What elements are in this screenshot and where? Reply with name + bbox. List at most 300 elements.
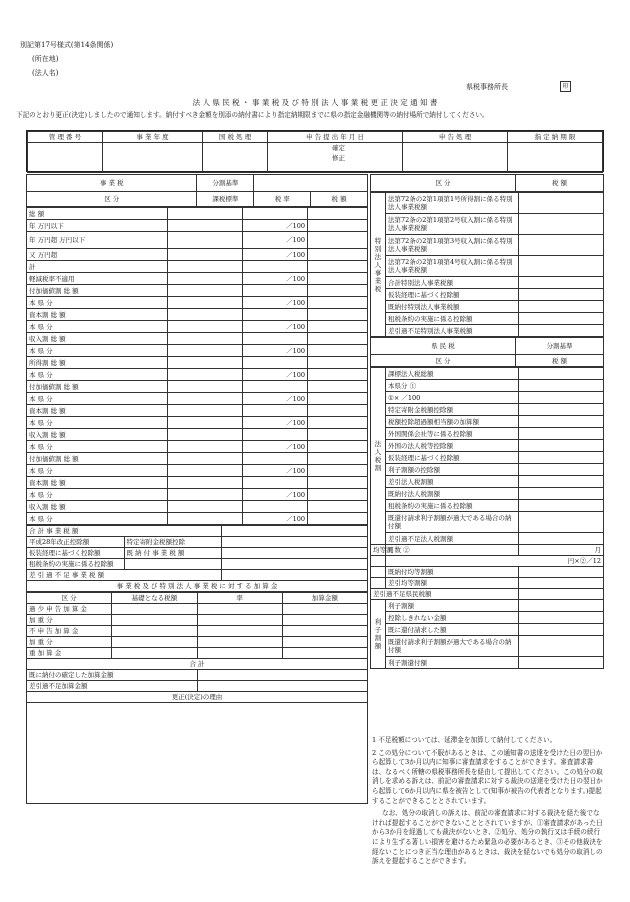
kenminzei-row-label: 利子割額の控除額 bbox=[386, 464, 519, 476]
kenminzei-row-amount bbox=[519, 464, 604, 476]
jigyozei-row-base bbox=[168, 405, 243, 417]
jigyozei-row-base bbox=[168, 297, 243, 309]
jigyozei-row-label: 年 万円以下 bbox=[27, 220, 168, 232]
kenminzei-row-amount bbox=[519, 452, 604, 464]
col-kanri: 管 理 番 号 bbox=[28, 132, 103, 143]
kenminzei-row-label: 税額控除超過額相当額の加算額 bbox=[386, 416, 519, 428]
table-row bbox=[371, 567, 604, 578]
jigyozei-row-rate bbox=[243, 405, 308, 417]
bottom-label: 仮装経理に基づく控除額 bbox=[27, 548, 125, 559]
jigyozei-bunkatsu-value bbox=[254, 175, 368, 192]
jigyozei-row-label: 資本割 総 額 bbox=[27, 405, 168, 417]
jigyozei-row-rate bbox=[243, 309, 308, 321]
table-row bbox=[27, 559, 368, 570]
cell-teishutsu: 確定 修正 bbox=[268, 143, 403, 173]
table-row bbox=[371, 533, 604, 545]
kenminzei-title: 県 民 税 bbox=[371, 338, 516, 355]
kenminzei-side: 法人税割 bbox=[371, 368, 386, 545]
blank bbox=[124, 559, 222, 570]
jigyozei-row-amount bbox=[308, 345, 368, 357]
jcol-kazei: 課税標準 bbox=[197, 192, 254, 207]
jigyozei-row-rate: ／100 bbox=[243, 249, 308, 261]
table-row bbox=[27, 429, 368, 441]
kenminzei-row-amount bbox=[519, 488, 604, 500]
table-row bbox=[27, 604, 368, 615]
jigyozei-row-amount bbox=[308, 477, 368, 489]
kasan-total: 合 計 bbox=[27, 659, 368, 670]
kenminzei-row-label: 本県分 ① bbox=[386, 380, 519, 392]
table-row bbox=[27, 570, 368, 581]
table-row bbox=[27, 273, 368, 285]
kasan-base bbox=[112, 637, 197, 648]
jigyozei-row-label: 本 県 分 bbox=[27, 393, 168, 405]
header bbox=[0, 0, 630, 130]
jigyozei-row-rate bbox=[243, 357, 308, 369]
rishi-row-label: 控除しきれない金額 bbox=[386, 612, 519, 624]
jigyozei-row-base bbox=[168, 285, 243, 297]
jigyozei-row-amount bbox=[308, 321, 368, 333]
kasan-row-label: 加 重 分 bbox=[27, 615, 112, 626]
table-row bbox=[371, 313, 604, 325]
address-label: (所在地) bbox=[32, 55, 59, 63]
kenminzei-row-amount bbox=[519, 416, 604, 428]
jigyozei-row-base bbox=[168, 345, 243, 357]
seal-icon: 印 bbox=[560, 81, 571, 92]
jigyozei-row-label: 本 県 分 bbox=[27, 297, 168, 309]
kenminzei-row-label: 仮装経理に基づく控除額 bbox=[386, 452, 519, 464]
jigyozei-row-amount bbox=[308, 309, 368, 321]
kenminzei-row-label: 租税条約の実施に係る控除額 bbox=[386, 500, 519, 512]
kinto-side: 均等割 bbox=[371, 545, 386, 556]
table-row bbox=[371, 600, 604, 612]
kinto-row-label: 既納付均等割額 bbox=[386, 567, 519, 578]
jigyozei-row-base bbox=[168, 369, 243, 381]
riyu-box bbox=[27, 703, 368, 804]
corp-name-label: (法人名) bbox=[32, 69, 59, 77]
kasan-col: 基礎となる税額 bbox=[112, 593, 197, 604]
kenminzei-row-amount bbox=[519, 440, 604, 452]
jigyozei-row-base bbox=[168, 453, 243, 465]
bottom-label: 差 引 過 不 足 事 業 税 額 bbox=[27, 570, 222, 581]
kenminzei-row-amount bbox=[519, 533, 604, 545]
tokubetsu-row-amount bbox=[519, 277, 604, 289]
jigyozei-row-base bbox=[168, 261, 243, 273]
table-row bbox=[27, 417, 368, 429]
table-row bbox=[371, 589, 604, 600]
kenminzei-bunkatsu: 分割基準 bbox=[516, 338, 604, 355]
kasan-amount bbox=[282, 626, 367, 637]
kasan-title: 事 業 税 及 び 特 別 法 人 事 業 税 に 対 す る 加 算 金 bbox=[27, 581, 368, 592]
jigyozei-row-amount bbox=[308, 381, 368, 393]
jigyozei-row-rate: ／100 bbox=[243, 273, 308, 285]
rishi-row-amount bbox=[519, 612, 604, 624]
tokubetsu-row-label: 合計特別法人事業税額 bbox=[386, 277, 519, 289]
cell-kanri bbox=[28, 143, 103, 173]
top-table bbox=[26, 130, 604, 172]
table-row bbox=[371, 416, 604, 428]
jigyozei-row-base bbox=[168, 513, 243, 525]
kenminzei-row-label: 差引法人税割額 bbox=[386, 476, 519, 488]
kenminzei-row-amount bbox=[519, 512, 604, 533]
table-row bbox=[27, 637, 368, 648]
bottom-label: 平成28年改正控除額 bbox=[27, 537, 125, 548]
jigyozei-row-rate bbox=[243, 477, 308, 489]
jigyozei-row-rate: ／100 bbox=[243, 465, 308, 477]
jigyozei-row-amount bbox=[308, 333, 368, 345]
kasan-rate bbox=[197, 626, 282, 637]
kenminzei-row-amount bbox=[519, 392, 604, 404]
table-row bbox=[371, 277, 604, 289]
table-row bbox=[371, 488, 604, 500]
jigyozei-row-base bbox=[168, 477, 243, 489]
jigyozei-row-amount bbox=[308, 232, 368, 249]
jigyozei-row-label: 本 県 分 bbox=[27, 369, 168, 381]
jigyozei-row-rate bbox=[243, 453, 308, 465]
table-row bbox=[371, 256, 604, 277]
tsuki-label: 月数 ② bbox=[386, 545, 519, 556]
table-row bbox=[27, 393, 368, 405]
tokubetsu-side: 特別法人事業税 bbox=[371, 193, 386, 337]
table-row bbox=[27, 670, 368, 681]
table-row bbox=[27, 501, 368, 513]
kasan-col: 加算金額 bbox=[282, 593, 367, 604]
table-row bbox=[371, 624, 604, 636]
table-row bbox=[27, 593, 368, 604]
table-row bbox=[27, 357, 368, 369]
table-row bbox=[27, 548, 368, 559]
jigyozei-row-label: 付加価値割 総 額 bbox=[27, 453, 168, 465]
kinoufu-kasan: 既に納付の確定した加算金額 bbox=[27, 670, 198, 681]
jigyozei-row-label: 所得割 総 額 bbox=[27, 357, 168, 369]
jigyozei-row-base bbox=[168, 309, 243, 321]
jigyozei-row-label: 本 県 分 bbox=[27, 441, 168, 453]
note-1: 1 不足税額については、延滞金を加算して納付してください。 bbox=[372, 736, 557, 744]
table-row bbox=[27, 369, 368, 381]
kasan-col: 率 bbox=[197, 593, 282, 604]
sahiki-kenmin: 差引過不足県民税額 bbox=[371, 589, 519, 600]
bottom-value bbox=[222, 526, 368, 537]
jigyozei-row-rate: ／100 bbox=[243, 513, 308, 525]
col-shori: 申 告 処 理 bbox=[403, 132, 508, 143]
jigyozei-row-base bbox=[168, 273, 243, 285]
jigyozei-row-base bbox=[168, 441, 243, 453]
jigyozei-row-label: 収入割 総 額 bbox=[27, 429, 168, 441]
blank bbox=[371, 578, 386, 589]
kinto-row-label: 差引均等割額 bbox=[386, 578, 519, 589]
right-section bbox=[370, 174, 604, 734]
table-row bbox=[371, 214, 604, 235]
jigyozei-row-base bbox=[168, 393, 243, 405]
table-row bbox=[27, 321, 368, 333]
bottom-value bbox=[222, 570, 368, 581]
jigyozei-row-base bbox=[168, 429, 243, 441]
rishi-row-amount bbox=[519, 657, 604, 669]
table-row bbox=[27, 648, 368, 659]
kasan-amount bbox=[282, 604, 367, 615]
table-row bbox=[27, 477, 368, 489]
kasan-base bbox=[112, 648, 197, 659]
jigyozei-row-amount bbox=[308, 273, 368, 285]
tokubetsu-row-label: 既納付特別法人事業税額 bbox=[386, 301, 519, 313]
jigyozei-row-base bbox=[168, 381, 243, 393]
kinto-row-amount bbox=[519, 567, 604, 578]
jigyozei-row-amount bbox=[308, 220, 368, 232]
rishi-row-label: 利子割還付額 bbox=[386, 657, 519, 669]
tokubetsu-row-amount bbox=[519, 325, 604, 337]
kenminzei-row-label: 課標法人税総額 bbox=[386, 368, 519, 380]
note-3: なお、処分の取消しの訴えは、前記の審査請求に対する裁決を経た後でなければ提起することができないこととされていますが、①審査請求があった日から3か月を経過しても裁決がないとき、②処分、処分の執行又は手続の続行により生ずる著しい損害を避けるため緊急の必要があるとき、③その他裁決を経ないことにつき正当な理由があるときは、裁決を経ないでも処分の取消しの訴えを提起することができます。 bbox=[372, 809, 603, 866]
table-row bbox=[27, 465, 368, 477]
tokubetsu-row-label: 租税条約の実施に係る控除額 bbox=[386, 313, 519, 325]
jigyozei-row-rate: ／100 bbox=[243, 345, 308, 357]
tokutei-label: 特定寄附金税額控除 bbox=[124, 537, 222, 548]
jigyozei-row-label: 又 万円超 bbox=[27, 249, 168, 261]
blank bbox=[197, 681, 368, 692]
kinto-row-amount bbox=[519, 578, 604, 589]
table-row bbox=[371, 289, 604, 301]
table-row bbox=[371, 440, 604, 452]
jigyozei-row-amount bbox=[308, 501, 368, 513]
table-row bbox=[27, 333, 368, 345]
rishi-row-label: 既還付請求利子割額が過大である場合の納付額 bbox=[386, 636, 519, 657]
jigyozei-row-base bbox=[168, 501, 243, 513]
bottom-value bbox=[222, 548, 368, 559]
notes bbox=[372, 736, 604, 867]
tokubetsu-row-amount bbox=[519, 214, 604, 235]
jigyozei-row-amount bbox=[308, 513, 368, 525]
kasan-rate bbox=[197, 648, 282, 659]
table-row bbox=[371, 500, 604, 512]
jigyozei-row-amount bbox=[308, 208, 368, 220]
form-id: 別記第17号様式(第14条関係) bbox=[20, 41, 114, 49]
table-row bbox=[27, 261, 368, 273]
table-row bbox=[27, 297, 368, 309]
table-row bbox=[27, 285, 368, 297]
jigyozei-row-rate: ／100 bbox=[243, 489, 308, 501]
table-row bbox=[27, 581, 368, 592]
kenminzei-row-label: 特定寄附金税額控除額 bbox=[386, 404, 519, 416]
col-kokuzei: 国 税 処 理 bbox=[203, 132, 268, 143]
table-row bbox=[371, 612, 604, 624]
table-row bbox=[371, 452, 604, 464]
jigyozei-row-amount bbox=[308, 393, 368, 405]
jigyozei-row-base bbox=[168, 321, 243, 333]
jigyozei-row-amount bbox=[308, 357, 368, 369]
kasan-rate bbox=[197, 637, 282, 648]
kasan-rate bbox=[197, 615, 282, 626]
kenminzei-row-label: 既還付請求利子割額が過大である場合の納付額 bbox=[386, 512, 519, 533]
jigyozei-row-amount bbox=[308, 249, 368, 261]
jigyozei-row-rate: ／100 bbox=[243, 441, 308, 453]
jigyozei-row-rate bbox=[243, 261, 308, 273]
jigyozei-row-base bbox=[168, 357, 243, 369]
jigyozei-row-rate: ／100 bbox=[243, 417, 308, 429]
jigyozei-row-rate bbox=[243, 285, 308, 297]
kenminzei-row-amount bbox=[519, 428, 604, 440]
table-row bbox=[371, 556, 604, 567]
jigyozei-row-amount bbox=[308, 261, 368, 273]
kasan-amount bbox=[282, 615, 367, 626]
jigyozei-row-amount bbox=[308, 453, 368, 465]
jigyozei-row-label: 資本割 総 額 bbox=[27, 477, 168, 489]
jigyozei-row-label: 本 県 分 bbox=[27, 513, 168, 525]
table-row bbox=[27, 405, 368, 417]
kcol-kubun: 区 分 bbox=[371, 355, 516, 367]
jigyozei-row-label: 収入割 総 額 bbox=[27, 333, 168, 345]
jigyozei-row-rate: ／100 bbox=[243, 369, 308, 381]
table-row bbox=[27, 309, 368, 321]
jigyozei-row-rate: ／100 bbox=[243, 321, 308, 333]
kasan-row-label: 不 申 告 加 算 金 bbox=[27, 626, 112, 637]
jigyozei-row-amount bbox=[308, 441, 368, 453]
jcol-kubun: 区 分 bbox=[27, 192, 197, 207]
cell-shori bbox=[403, 143, 508, 173]
rishi-side: 利子割額 bbox=[371, 600, 386, 669]
tokubetsu-row-amount bbox=[519, 313, 604, 325]
table-row bbox=[27, 249, 368, 261]
table-row bbox=[371, 512, 604, 533]
jcol-ritsu: 税 率 bbox=[254, 192, 311, 207]
jigyozei-row-amount bbox=[308, 417, 368, 429]
jigyozei-row-amount bbox=[308, 405, 368, 417]
col-nendo: 事 業 年 度 bbox=[103, 132, 203, 143]
jigyozei-row-base bbox=[168, 333, 243, 345]
table-row bbox=[27, 220, 368, 232]
jigyozei-row-base bbox=[168, 220, 243, 232]
tokubetsu-row-label: 法第72条の2第1項第3号収入割に係る特別法人事業税額 bbox=[386, 235, 519, 256]
table-row bbox=[371, 235, 604, 256]
jigyozei-row-label: 本 県 分 bbox=[27, 465, 168, 477]
jigyozei-row-label: 収入割 総 額 bbox=[27, 501, 168, 513]
document-title: 法 人 県 民 税 ・ 事 業 税 及 び 特 別 法 人 事 業 税 更 正 決 定 通 知 書 bbox=[192, 98, 438, 107]
jigyozei-row-label: 本 県 分 bbox=[27, 321, 168, 333]
rishi-row-label: 既に還付請求した額 bbox=[386, 624, 519, 636]
jigyozei-row-label: 本 県 分 bbox=[27, 417, 168, 429]
table-row bbox=[27, 692, 368, 703]
kasan-row-label: 重 加 算 金 bbox=[27, 648, 112, 659]
jigyozei-row-rate bbox=[243, 208, 308, 220]
blank bbox=[371, 556, 386, 567]
tokubetsu-row-amount bbox=[519, 235, 604, 256]
tokubetsu-row-label: 仮装経理に基づく控除額 bbox=[386, 289, 519, 301]
table-row bbox=[371, 392, 604, 404]
jigyozei-row-base bbox=[168, 208, 243, 220]
table-row bbox=[27, 489, 368, 501]
table-row bbox=[27, 526, 368, 537]
tokubetsu-row-label: 法第72条の2第1項第2号収入割に係る特別法人事業税額 bbox=[386, 214, 519, 235]
blank bbox=[371, 567, 386, 578]
kenminzei-row-label: 既納付法人税割額 bbox=[386, 488, 519, 500]
kasan-base bbox=[112, 626, 197, 637]
table-row bbox=[371, 301, 604, 313]
table-row bbox=[371, 636, 604, 657]
kasan-row-label: 加 重 分 bbox=[27, 637, 112, 648]
jigyozei-row-rate bbox=[243, 333, 308, 345]
table-row bbox=[27, 232, 368, 249]
table-row bbox=[27, 208, 368, 220]
jigyozei-row-rate: ／100 bbox=[243, 232, 308, 249]
table-row bbox=[27, 453, 368, 465]
kasan-amount bbox=[282, 637, 367, 648]
table-row bbox=[371, 404, 604, 416]
kinto-calc: 円×②／12 bbox=[386, 556, 604, 567]
table-row bbox=[371, 464, 604, 476]
blank bbox=[197, 670, 368, 681]
sahiki-kasan: 差引過不足加算金額 bbox=[27, 681, 198, 692]
kenminzei-row-label: 外国の法人税等控除額 bbox=[386, 440, 519, 452]
table-row bbox=[27, 441, 368, 453]
table-row bbox=[371, 578, 604, 589]
kenminzei-row-amount bbox=[519, 380, 604, 392]
jigyozei-row-label: 軽減税率不適用 bbox=[27, 273, 168, 285]
table-row bbox=[371, 325, 604, 337]
kasan-amount bbox=[282, 648, 367, 659]
jigyozei-row-label: 総 額 bbox=[27, 208, 168, 220]
jigyozei-row-label: 年 万円超 万円以下 bbox=[27, 232, 168, 249]
jcol-gaku: 税 額 bbox=[311, 192, 368, 207]
tokubetsu-row-label: 差引過不足特別法人事業税額 bbox=[386, 325, 519, 337]
jigyozei-row-label: 本 県 分 bbox=[27, 345, 168, 357]
table-row bbox=[371, 380, 604, 392]
kasan-base bbox=[112, 604, 197, 615]
kenminzei-row-amount bbox=[519, 368, 604, 380]
tcol-kubun: 区 分 bbox=[371, 175, 516, 192]
jigyozei-row-rate bbox=[243, 501, 308, 513]
kenminzei-row-amount bbox=[519, 476, 604, 488]
jigyozei-row-base bbox=[168, 249, 243, 261]
kenminzei-row-amount bbox=[519, 500, 604, 512]
table-row bbox=[371, 193, 604, 214]
table-row bbox=[371, 368, 604, 380]
bottom-label: 合 計 事 業 税 額 bbox=[27, 526, 222, 537]
col-teishutsu: 申 告 提 出 年 月 日 bbox=[268, 132, 403, 143]
bottom-value bbox=[222, 537, 368, 548]
tsuki-unit: 月 bbox=[519, 545, 604, 556]
note-2: 2 この処分について不服があるときは、この通知書の送達を受けた日の翌日から起算して3か月以内に知事に審査請求をすることができます。審査請求書は、なるべく所轄の県税事務所長を経由して提出してください。この処分の取消しを求める訴えは、前記の審査請求に対する裁決の送達を受けた日の翌日から起算して6か月以内に県を被告として(知事が被告の代表者となります。)提起することができることとされています。 bbox=[372, 748, 603, 805]
kenminzei-row-amount bbox=[519, 404, 604, 416]
col-kigen: 指 定 納 期 限 bbox=[508, 132, 603, 143]
blank bbox=[519, 589, 604, 600]
jigyozei-row-amount bbox=[308, 429, 368, 441]
table-row bbox=[371, 476, 604, 488]
rishi-row-amount bbox=[519, 636, 604, 657]
tcol-gaku: 税 額 bbox=[516, 175, 604, 192]
jigyozei-row-amount bbox=[308, 489, 368, 501]
jigyozei-row-label: 付加価値割 総 額 bbox=[27, 381, 168, 393]
jigyozei-row-base bbox=[168, 465, 243, 477]
table-row bbox=[27, 513, 368, 525]
kasan-row-label: 過 少 申 告 加 算 金 bbox=[27, 604, 112, 615]
jigyozei-row-rate: ／100 bbox=[243, 393, 308, 405]
cell-kokuzei bbox=[203, 143, 268, 173]
kasan-base bbox=[112, 615, 197, 626]
kenminzei-row-label: ①× ／100 bbox=[386, 392, 519, 404]
office-label: 県税事務所長 bbox=[466, 83, 508, 91]
table-row bbox=[371, 428, 604, 440]
jigyozei-row-base bbox=[168, 417, 243, 429]
tokubetsu-row-amount bbox=[519, 289, 604, 301]
table-row bbox=[371, 545, 604, 556]
jigyozei-row-label: 付加価値割 総 額 bbox=[27, 285, 168, 297]
rishi-row-amount bbox=[519, 624, 604, 636]
jigyozei-row-rate bbox=[243, 381, 308, 393]
jigyozei-title: 事 業 税 bbox=[27, 175, 197, 192]
intro-text: 下記のとおり更正(決定)しましたので通知します。納付すべき金額を別添の納付書により指定納期限までに県の指定金融機関等の納付場所で納付してください。 bbox=[16, 111, 489, 119]
tokubetsu-row-label: 法第72条の2第1項第4号収入割に係る特別法人事業税額 bbox=[386, 256, 519, 277]
jigyozei-row-label: 本 県 分 bbox=[27, 489, 168, 501]
table-row bbox=[27, 626, 368, 637]
jigyozei-row-label: 資本割 総 額 bbox=[27, 309, 168, 321]
